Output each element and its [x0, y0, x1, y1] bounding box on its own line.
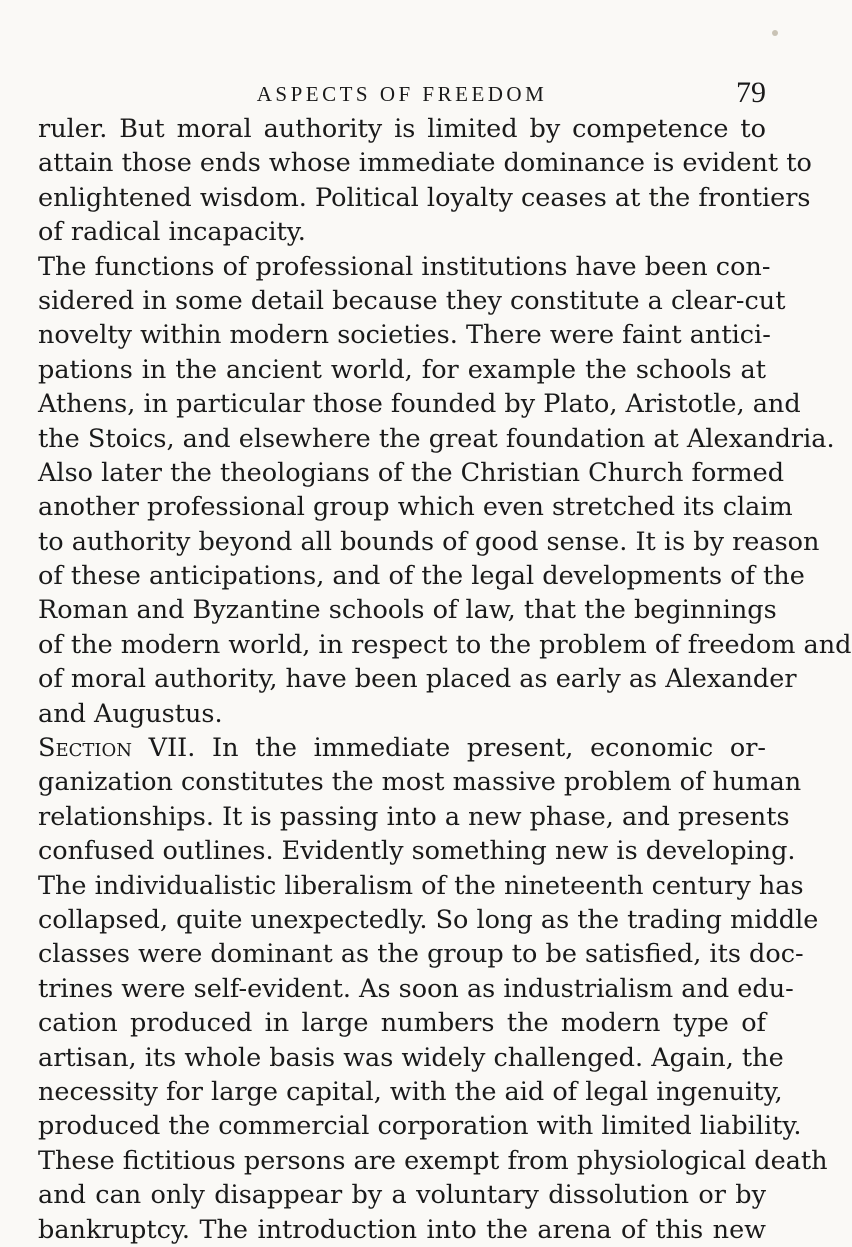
text-line: ruler. But moral authority is limited by competence to [38, 114, 766, 144]
running-head [38, 76, 766, 116]
text-line: cation produced in large numbers the modern type of [38, 1008, 766, 1039]
text-line: of these anticipations, and of the legal developments of the [38, 561, 805, 592]
body-text [38, 112, 852, 1247]
text-line: the Stoics, and elsewhere the great foundation at Alexandria. [38, 423, 835, 454]
text-line: Roman and Byzantine schools of law, that the beginnings [38, 595, 777, 626]
text-line: ganization constitutes the most massive problem of human [38, 767, 802, 798]
text-line: to authority beyond all bounds of good sense. It is by reason [38, 526, 820, 557]
paper-speck [772, 30, 778, 36]
section-heading-line: Section VII. In the immediate present, economic or- [38, 733, 766, 764]
text-line: trines were self-evident. As soon as industrialism and edu- [38, 973, 794, 1004]
text-line: of the modern world, in respect to the problem of freedom and [38, 629, 852, 660]
text-line: These fictitious persons are exempt from physiological death [38, 1145, 828, 1176]
page-number: 79 [736, 76, 766, 109]
text-line: confused outlines. Evidently something new is developing. [38, 836, 796, 867]
text-line: classes were dominant as the group to be satisfied, its doc- [38, 939, 804, 970]
text-line: another professional group which even stretched its claim [38, 492, 793, 523]
text-line: relationships. It is passing into a new phase, and presents [38, 801, 790, 832]
text-line: attain those ends whose immediate dominance is evident to [38, 148, 812, 179]
text-line: produced the commercial corporation with limited liability. [38, 1111, 802, 1142]
running-title: ASPECTS OF FREEDOM [256, 82, 548, 106]
text-line: The individualistic liberalism of the nineteenth century has [38, 870, 804, 901]
text-line: pations in the ancient world, for example the schools at [38, 354, 766, 385]
text-line: of moral authority, have been placed as early as Alexander [38, 664, 797, 695]
text-line: sidered in some detail because they constitute a clear-cut [38, 285, 786, 316]
text-line: enlightened wisdom. Political loyalty ceases at the frontiers [38, 182, 811, 213]
text-line: The functions of professional institutions have been con- [38, 251, 771, 282]
text-line: of radical incapacity. [38, 217, 306, 248]
text-line: Also later the theologians of the Christian Church formed [38, 457, 785, 488]
text-line: bankruptcy. The introduction into the arena of this new [38, 1214, 766, 1245]
text-line: necessity for large capital, with the aid of legal ingenuity, [38, 1076, 783, 1107]
text-line: artisan, its whole basis was widely challenged. Again, the [38, 1042, 784, 1073]
text-line: collapsed, quite unexpectedly. So long as the trading middle [38, 904, 819, 935]
text-line: and Augustus. [38, 698, 223, 729]
text-line: and can only disappear by a voluntary dissolution or by [38, 1180, 766, 1211]
text-line: Athens, in particular those founded by Plato, Aristotle, and [38, 389, 801, 420]
text-line: novelty within modern societies. There were faint antici- [38, 320, 771, 351]
